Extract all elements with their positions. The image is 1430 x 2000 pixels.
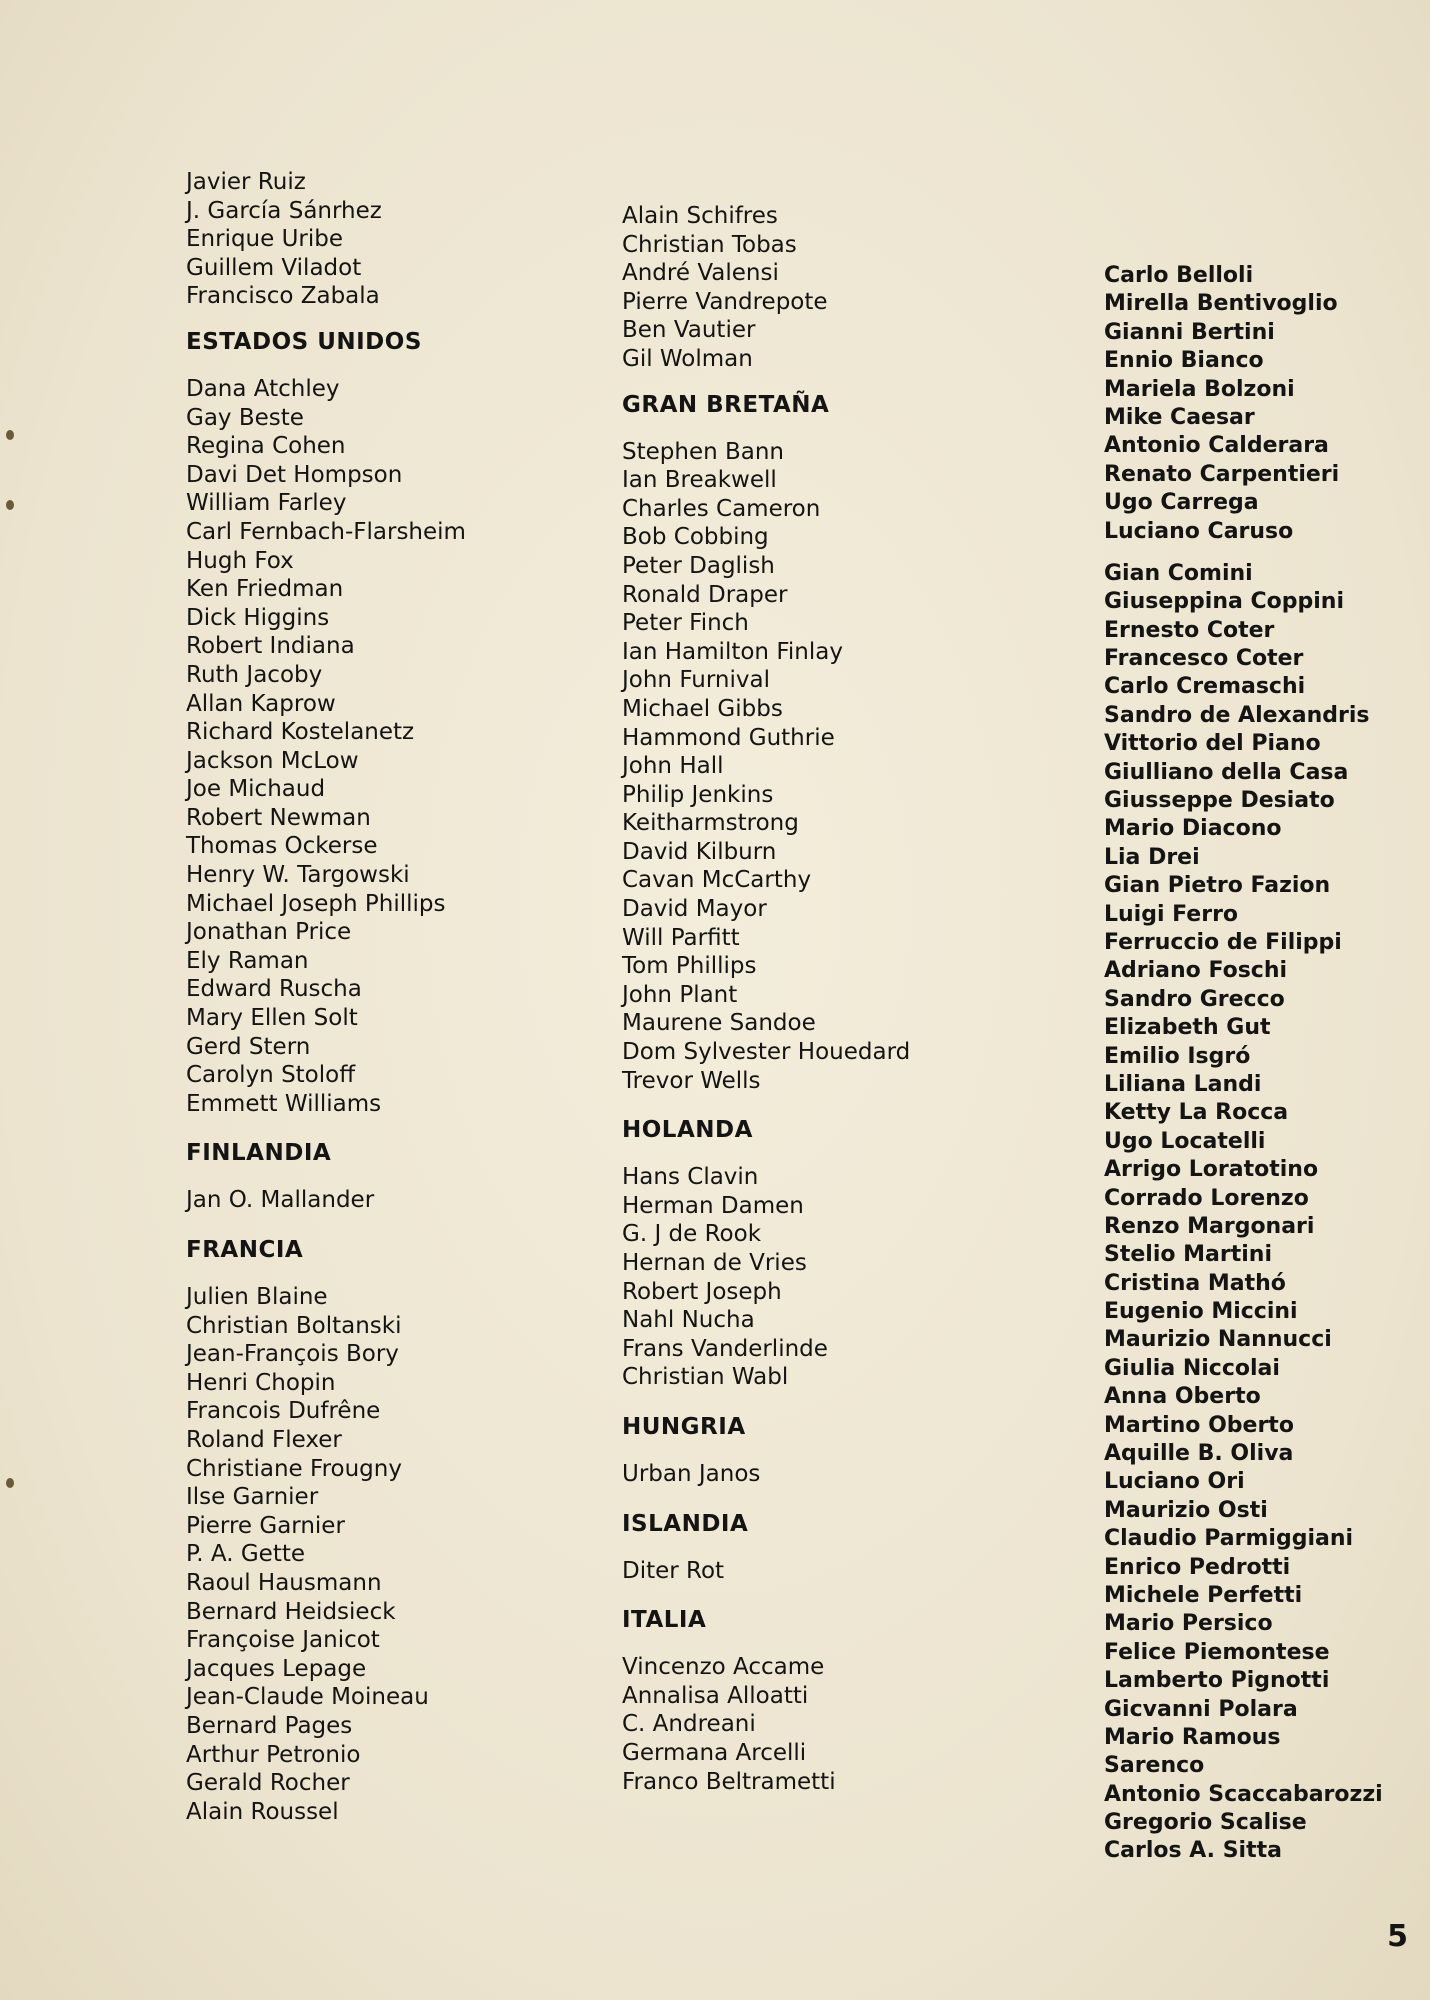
artist-name: Dana Atchley xyxy=(186,375,340,402)
artist-name: Carlos A. Sitta xyxy=(1104,1838,1282,1864)
artist-name: Ronald Draper xyxy=(622,581,788,608)
artist-name: Robert Newman xyxy=(186,804,371,831)
artist-name: Gerd Stern xyxy=(186,1033,311,1060)
country-section xyxy=(186,327,586,1118)
artist-name: Keitharmstrong xyxy=(622,810,799,837)
artist-name: Gicvanni Polara xyxy=(1104,1696,1298,1722)
artist-name: Luciano Ori xyxy=(1104,1469,1245,1495)
column-3 xyxy=(1104,262,1424,1866)
artist-name: Thomas Ockerse xyxy=(186,833,378,860)
artist-name: Enrico Pedrotti xyxy=(1104,1554,1291,1580)
country-section xyxy=(622,1115,1042,1392)
artist-name: Jackson McLow xyxy=(186,747,359,774)
artist-name: John Hall xyxy=(622,753,724,780)
artist-name: Adriano Foschi xyxy=(1104,958,1288,984)
scan-mark xyxy=(6,430,14,440)
artist-name: Antonio Calderara xyxy=(1104,433,1329,459)
artist-name: Jacques Lepage xyxy=(186,1655,367,1682)
artist-name: Edward Ruscha xyxy=(186,976,362,1003)
country-section xyxy=(186,1235,586,1826)
artist-name: Jean-Claude Moineau xyxy=(186,1684,429,1711)
country-section xyxy=(186,1138,586,1215)
artist-name: Ben Vautier xyxy=(622,317,756,344)
artist-name: Hernan de Vries xyxy=(622,1250,807,1276)
column-1 xyxy=(186,168,586,1826)
artist-name: Regina Cohen xyxy=(186,433,346,460)
artist-name: Bernard Heidsieck xyxy=(186,1598,396,1625)
artist-name: Franco Beltrametti xyxy=(622,1768,836,1795)
artist-name: Michele Perfetti xyxy=(1104,1582,1303,1608)
artist-name: John Plant xyxy=(622,981,738,1008)
country-heading: ITALIA xyxy=(622,1607,707,1634)
country-heading: FRANCIA xyxy=(186,1237,304,1263)
artist-name: Francisco Zabala xyxy=(186,283,380,310)
country-heading: GRAN BRETAÑA xyxy=(622,391,830,418)
artist-name: Lamberto Pignotti xyxy=(1104,1668,1330,1694)
artist-name: Annalisa Alloatti xyxy=(622,1682,809,1709)
artist-name: Bob Cobbing xyxy=(622,524,769,551)
artist-name: Gil Wolman xyxy=(622,345,753,372)
artist-name: Maurizio Nannucci xyxy=(1104,1327,1332,1353)
artist-name: Françoise Janicot xyxy=(186,1627,380,1654)
artist-name: Richard Kostelanetz xyxy=(186,719,415,746)
artist-name: Gianni Bertini xyxy=(1104,319,1275,345)
artist-name: Roland Flexer xyxy=(186,1426,342,1453)
artist-name: Diter Rot xyxy=(622,1557,725,1584)
artist-name: Herman Damen xyxy=(622,1192,804,1219)
artist-name: Vincenzo Accame xyxy=(622,1654,825,1681)
country-heading: ESTADOS UNIDOS xyxy=(186,328,422,355)
artist-name: Giulliano della Casa xyxy=(1104,759,1349,785)
artist-name: Ian Hamilton Finlay xyxy=(622,638,843,665)
country-heading: HUNGRIA xyxy=(622,1413,746,1440)
artist-name: Liliana Landi xyxy=(1104,1071,1262,1097)
artist-name: Sarenco xyxy=(1104,1753,1205,1779)
artist-name: Stephen Bann xyxy=(622,438,785,465)
artist-name: Trevor Wells xyxy=(622,1067,761,1094)
artist-name: Ferruccio de Filippi xyxy=(1104,929,1342,955)
artist-name: William Farley xyxy=(186,490,347,517)
artist-name: Mirella Bentivoglio xyxy=(1104,291,1338,317)
artist-name: David Mayor xyxy=(622,896,767,923)
artist-name: Luciano Caruso xyxy=(1104,518,1294,544)
scan-mark xyxy=(6,1478,14,1488)
artist-name: Sandro Grecco xyxy=(1104,986,1285,1012)
artist-name: Christian Boltanski xyxy=(186,1312,402,1339)
artist-name: Giulia Niccolai xyxy=(1104,1355,1280,1381)
artist-name: Davi Det Hompson xyxy=(186,461,403,488)
page-number: 5 xyxy=(1387,1919,1408,1954)
artist-name: Christian Wabl xyxy=(622,1364,789,1391)
artist-name: Joe Michaud xyxy=(186,776,326,803)
artist-name: Ken Friedman xyxy=(186,576,344,603)
artist-name: Ilse Garnier xyxy=(186,1484,319,1511)
artist-name: Alain Roussel xyxy=(186,1798,339,1825)
artist-name: Nahl Nucha xyxy=(622,1307,755,1334)
artist-name: Germana Arcelli xyxy=(622,1739,807,1766)
artist-name: Carl Fernbach-Flarsheim xyxy=(186,518,466,545)
artist-name: Raoul Hausmann xyxy=(186,1569,382,1596)
artist-name: Sandro de Alexandris xyxy=(1104,702,1370,728)
artist-name: Anna Oberto xyxy=(1104,1384,1261,1410)
artist-name: Eugenio Miccini xyxy=(1104,1299,1298,1325)
artist-name: Robert Indiana xyxy=(186,633,355,660)
artist-name: Enrique Uribe xyxy=(186,226,344,253)
artist-name: Ely Raman xyxy=(186,947,309,974)
artist-name: G. J de Rook xyxy=(622,1221,762,1248)
artist-name: Jonathan Price xyxy=(186,919,352,946)
artist-name: Vittorio del Piano xyxy=(1104,731,1321,757)
artist-name: Christiane Frougny xyxy=(186,1455,402,1482)
artist-name: Michael Gibbs xyxy=(622,695,783,722)
artist-name: Corrado Lorenzo xyxy=(1104,1185,1309,1211)
artist-name: Pierre Vandrepote xyxy=(622,288,828,315)
artist-name: Emmett Williams xyxy=(186,1090,382,1117)
artist-name: P. A. Gette xyxy=(186,1541,306,1568)
artist-name: Lia Drei xyxy=(1104,844,1200,870)
artist-name: Mariela Bolzoni xyxy=(1104,376,1295,402)
column-2 xyxy=(622,202,1042,1796)
country-heading: HOLANDA xyxy=(622,1117,753,1144)
country-section xyxy=(622,1412,1042,1489)
artist-name: Hammond Guthrie xyxy=(622,724,835,751)
country-heading: FINLANDIA xyxy=(186,1140,332,1167)
artist-name: Henry W. Targowski xyxy=(186,862,410,889)
artist-name: Charles Cameron xyxy=(622,495,821,522)
artist-name: Will Parfitt xyxy=(622,924,740,951)
group-spacer xyxy=(1104,546,1424,560)
artist-name: Julien Blaine xyxy=(186,1284,328,1310)
artist-name: Henri Chopin xyxy=(186,1369,336,1396)
artist-name: Dom Sylvester Houedard xyxy=(622,1039,911,1066)
artist-name: Giuseppina Coppini xyxy=(1104,589,1344,615)
artist-name: Alain Schifres xyxy=(622,203,778,229)
artist-name: Ugo Carrega xyxy=(1104,490,1259,516)
artist-name: Martino Oberto xyxy=(1104,1412,1294,1438)
artist-name: Christian Tobas xyxy=(622,231,797,258)
artist-name: Felice Piemontese xyxy=(1104,1639,1330,1665)
artist-name: Dick Higgins xyxy=(186,604,330,631)
artist-name: Robert Joseph xyxy=(622,1278,782,1305)
artist-name: Arrigo Loratotino xyxy=(1104,1157,1319,1183)
artist-name: Francesco Coter xyxy=(1104,646,1304,672)
artist-name: Maurene Sandoe xyxy=(622,1010,816,1037)
artist-name: Stelio Martini xyxy=(1104,1242,1272,1268)
artist-name: John Furnival xyxy=(622,667,770,694)
artist-name: Ugo Locatelli xyxy=(1104,1128,1266,1154)
artist-name: Renato Carpentieri xyxy=(1104,461,1340,487)
artist-name: Jean-François Bory xyxy=(186,1341,399,1368)
artist-name: Giusseppe Desiato xyxy=(1104,788,1335,814)
artist-name: Luigi Ferro xyxy=(1104,901,1239,927)
artist-name: Emilio Isgró xyxy=(1104,1043,1251,1069)
artist-name: Frans Vanderlinde xyxy=(622,1335,828,1362)
artist-name: Aquille B. Oliva xyxy=(1104,1441,1294,1467)
artist-name: Gerald Rocher xyxy=(186,1770,350,1797)
artist-name: Ennio Bianco xyxy=(1104,348,1264,374)
artist-name: Hugh Fox xyxy=(186,547,294,574)
artist-name: Bernard Pages xyxy=(186,1712,353,1739)
artist-name: Hans Clavin xyxy=(622,1164,759,1191)
artist-name: Ian Breakwell xyxy=(622,467,777,494)
country-heading: ISLANDIA xyxy=(622,1510,749,1537)
artist-name: Carlo Cremaschi xyxy=(1104,674,1306,700)
artist-name: Ruth Jacoby xyxy=(186,661,323,688)
artist-name: Peter Daglish xyxy=(622,552,775,579)
artist-name: Peter Finch xyxy=(622,610,749,637)
artist-name: Mike Caesar xyxy=(1104,404,1255,430)
artist-name: Elizabeth Gut xyxy=(1104,1015,1271,1041)
artist-name: Allan Kaprow xyxy=(186,690,336,717)
artist-name: Maurizio Osti xyxy=(1104,1497,1268,1523)
artist-name: Gian Pietro Fazion xyxy=(1104,873,1331,899)
artist-name: C. Andreani xyxy=(622,1711,756,1738)
artist-name: Gregorio Scalise xyxy=(1104,1810,1307,1836)
artist-name: Mario Persico xyxy=(1104,1611,1273,1637)
artist-name: Francois Dufrêne xyxy=(186,1398,381,1425)
country-section xyxy=(622,1509,1042,1586)
artist-name: David Kilburn xyxy=(622,838,777,865)
artist-name: Renzo Margonari xyxy=(1104,1213,1315,1239)
artist-name: Carolyn Stoloff xyxy=(186,1062,356,1089)
artist-name: J. García Sánrhez xyxy=(186,197,382,224)
artist-name: Claudio Parmiggiani xyxy=(1104,1526,1354,1552)
artist-name: Gay Beste xyxy=(186,404,304,431)
artist-name: Michael Joseph Phillips xyxy=(186,890,446,917)
artist-name: Pierre Garnier xyxy=(186,1512,345,1539)
artist-name: Mario Ramous xyxy=(1104,1724,1281,1750)
artist-name: Arthur Petronio xyxy=(186,1741,361,1768)
artist-name: Jan O. Mallander xyxy=(186,1187,375,1214)
country-section xyxy=(622,390,1042,1096)
country-section xyxy=(622,1605,1042,1796)
artist-name: Urban Janos xyxy=(622,1460,761,1487)
artist-name: Philip Jenkins xyxy=(622,781,774,808)
artist-name: Antonio Scaccabarozzi xyxy=(1104,1781,1383,1807)
scan-mark xyxy=(6,500,14,510)
artist-name: Ernesto Coter xyxy=(1104,617,1275,643)
artist-name: Gian Comini xyxy=(1104,560,1253,586)
artist-name: Tom Phillips xyxy=(622,953,757,980)
artist-name: Mary Ellen Solt xyxy=(186,1005,358,1032)
artist-name: Mario Diacono xyxy=(1104,816,1282,842)
artist-name: Guillem Viladot xyxy=(186,254,362,281)
artist-name: Cavan McCarthy xyxy=(622,867,812,894)
artist-name: Javier Ruiz xyxy=(186,169,306,195)
artist-name: Ketty La Rocca xyxy=(1104,1100,1289,1126)
artist-name: Cristina Mathó xyxy=(1104,1270,1286,1296)
artist-name: André Valensi xyxy=(622,260,779,287)
artist-name: Carlo Belloli xyxy=(1104,263,1254,288)
